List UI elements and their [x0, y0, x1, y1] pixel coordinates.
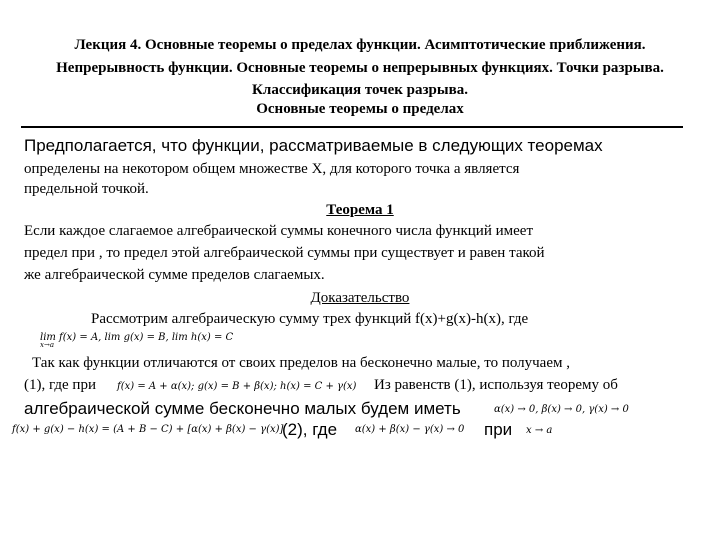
x-to-a-formula: x → a [526, 425, 553, 436]
proof-line-3a: (1), где при [24, 377, 96, 393]
slide-title: Лекция 4. Основные теоремы о пределах функции. Асимптотические приближения. Непрерывность функции. Основные теоремы о непрерывных функциях. Точки разрыва. Классификация точек разрыва. [56, 37, 664, 98]
proof-line-3b: Из равенств (1), используя теорему об [374, 377, 618, 393]
divider [21, 126, 683, 128]
limits-formula: lim f(x) = A, lim g(x) = B, lim h(x) = C x→a [40, 332, 234, 349]
intro-line-2: определены на некотором общем множестве X, для которого точка a является [24, 161, 520, 177]
intro-line-3: предельной точкой. [24, 181, 149, 197]
proof-line-1: Рассмотрим алгебраическую сумму трех функций f(x)+g(x)-h(x), где [91, 311, 529, 327]
proof-line-4: алгебраической сумме бесконечно малых будем иметь [24, 399, 461, 418]
proof-heading: Доказательство [310, 290, 410, 306]
proof-line-5b: при [484, 420, 513, 439]
proof-line-2: Так как функции отличаются от своих пределов на бесконечно малые, то получаем , [32, 355, 570, 371]
section-subtitle: Основные теоремы о пределах [256, 101, 464, 117]
proof-line-5a: (2), где [282, 420, 338, 439]
intro-line-1: Предполагается, что функции, рассматриваемые в следующих теоремах [24, 136, 603, 155]
theorem-heading: Теорема 1 [326, 202, 394, 218]
decomposition-formula: f(x) = A + α(x); g(x) = B + β(x); h(x) = C + γ(x) [117, 381, 357, 392]
sum-formula: f(x) + g(x) − h(x) = (A + B − C) + [α(x) + β(x) − γ(x)] [12, 424, 284, 435]
theorem-line-1: Если каждое слагаемое алгебраической суммы конечного числа функций имеет [24, 223, 533, 239]
theorem-line-2: предел при , то предел этой алгебраической суммы при существует и равен такой [24, 245, 545, 261]
theorem-line-3: же алгебраической сумме пределов слагаемых. [24, 267, 325, 283]
infinitesimals-formula: α(x) → 0, β(x) → 0, γ(x) → 0 [494, 404, 629, 415]
remainder-formula: α(x) + β(x) − γ(x) → 0 [355, 424, 465, 435]
